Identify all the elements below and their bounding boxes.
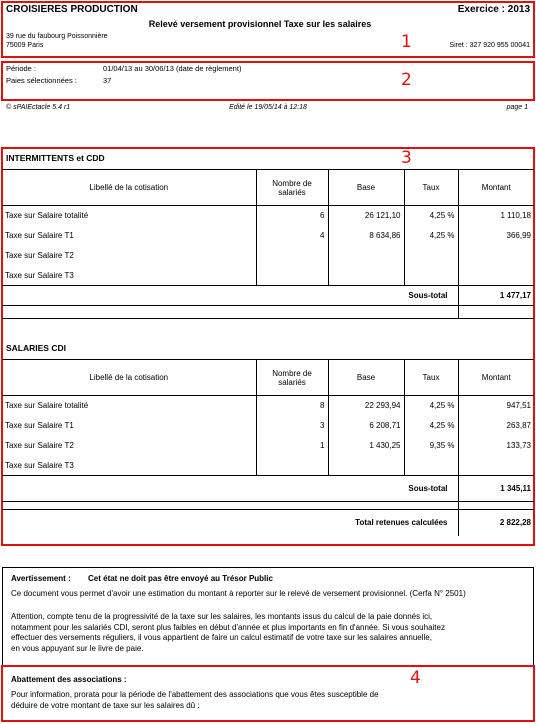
paies-label: Paies sélectionnées : [6,76,77,85]
warning-label: Avertissement : [11,574,71,583]
col-header-base: Base [328,170,404,206]
subtotal-label: Sous-total [2,286,458,306]
abattement-text: Pour information, prorata pour la période de l'abattement des associations que vous êtes susceptible de déduire de votre montant de taxe sur les salaires dû : [11,690,379,710]
exercice-year: Exercice : 2013 [457,4,530,15]
col-header-nombre: Nombre de salariés [256,170,328,206]
table-row: Taxe sur Salaire T1 4 8 634,86 4,25 % 366,99 [2,226,534,246]
software-version: © sPAIEctacle 5.4 r1 [6,104,71,111]
table-row: Taxe sur Salaire T2 [2,246,534,266]
table-row: Taxe sur Salaire T2 1 1 430,25 9,35 % 133,73 [2,436,534,456]
page-number: page 1 [506,104,528,111]
abattement-title: Abattement des associations : [11,675,127,684]
table-row: Taxe sur Salaire T3 [2,266,534,286]
annotation-marker-2: 2 [401,70,412,90]
subtotal-label: Sous-total [2,476,458,502]
table-row: Taxe sur Salaire T3 [2,456,534,476]
annotation-marker-4: 4 [410,668,421,688]
intermittents-subtotal-row [2,286,534,306]
table-row: Taxe sur Salaire T1 3 6 208,71 4,25 % 263,87 [2,416,534,436]
total-value: 2 822,28 [458,510,534,536]
warning-paragraph-1: Ce document vous permet d'avoir une estimation du montant à reporter sur le relevé de versement provisionnel. (Cerfa N° 2501) [11,589,466,598]
company-address-city: 75009 Paris [6,42,44,49]
annotation-marker-3: 3 [401,148,412,168]
cdi-section-title: SALARIES CDI [6,343,66,353]
col-header-libelle: Libellé de la cotisation [2,170,256,206]
col-header-montant: Montant [458,170,534,206]
annotation-marker-1: 1 [401,32,412,52]
subtotal-value: 1 477,17 [458,286,534,306]
company-name: CROISIERES PRODUCTION [6,4,138,15]
paies-value: 37 [103,76,112,85]
edition-date: Edité le 19/05/14 à 12:18 [229,104,307,111]
warning-paragraph-2: Attention, compte tenu de la progressivité de la taxe sur les salaires, les montants issus du calcul de la paie donnés ici, notamment pour les salariés CDI, seront plus faibles en début d'année et plus importants en fin d'année. Si vous souhaitez effectuer des versements réguliers, il vous appartient de faire un calcul estimatif de votre taxe sur les salaires annuelle, en vous appuyant sur le livre de paie. [11,612,445,653]
subtotal-value: 1 345,11 [458,476,534,502]
cdi-subtotal-row [2,476,534,502]
col-header-montant: Montant [458,360,534,396]
periode-value: 01/04/13 au 30/06/13 (date de règlement) [103,64,242,73]
col-header-base: Base [328,360,404,396]
period-annotation-box [1,61,535,101]
table-row: Taxe sur Salaire totalité 6 26 121,10 4,25 % 1 110,18 [2,206,534,226]
company-address-street: 39 rue du faubourg Poissonnière [6,33,108,40]
col-header-nombre: Nombre de salariés [256,360,328,396]
intermittents-section-title: INTERMITTENTS et CDD [6,153,105,163]
total-label: Total retenues calculées [355,518,448,528]
document-title: Relevé versement provisionnel Taxe sur les salaires [148,19,372,29]
total-row [2,510,534,536]
col-header-libelle: Libellé de la cotisation [2,360,256,396]
siret-number: Siret : 327 920 955 00041 [449,42,530,49]
table-row: Taxe sur Salaire totalité 8 22 293,94 4,25 % 947,51 [2,396,534,416]
col-header-taux: Taux [404,360,458,396]
intermittents-table [2,169,534,319]
cdi-table [2,359,534,536]
warning-headline: Cet état ne doit pas être envoyé au Trésor Public [88,574,273,583]
col-header-taux: Taux [404,170,458,206]
periode-label: Période : [6,64,37,73]
